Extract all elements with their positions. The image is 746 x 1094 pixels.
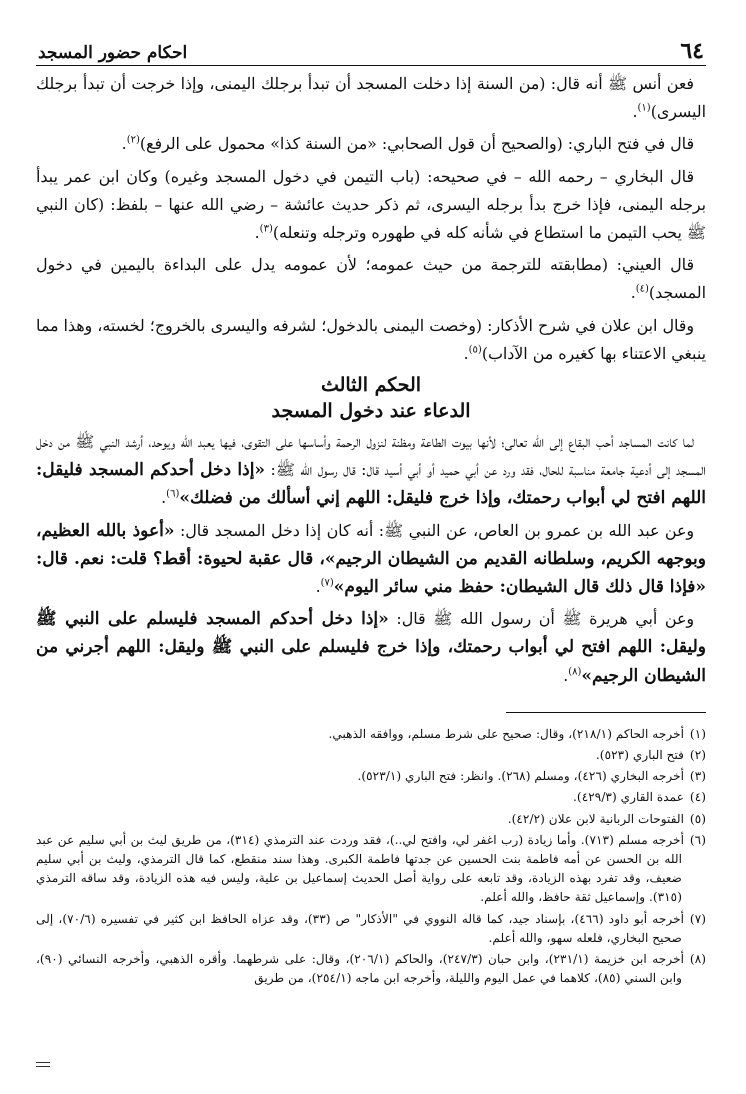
footnote: (٥)الفتوحات الربانية لابن علان (٤٢/٢). xyxy=(507,811,706,826)
footnote-reference: (٨) xyxy=(568,666,582,678)
hadith-text: «إذا دخل أحدكم المسجد فليسلم على النبي ﷺ وليقل: اللهم افتح لي أبواب رحمتك، وإذا خرج فليسلم على النبي ﷺ وليقل: اللهم أجرني من الشيطان الرجيم» xyxy=(36,609,706,686)
footnote-reference: (٥) xyxy=(468,344,482,356)
footnotes xyxy=(36,725,706,989)
paragraph: قال البخاري – رحمه الله – في صحيحه: (باب التيمن في دخول المسجد وغيره) وكان ابن عمر يبدأ برجله اليمنى، فإذا خرج بدأ برجله اليسرى، ثم ذكر حديث عائشة – رضي الله عنها – بلفظ: (كان النبي ﷺ يحب التيمن ما استطاع في شأنه كله في طهوره وترجله وتنعله)$^{(٣)}$. xyxy=(36,166,706,243)
footnote: (٣)أخرجه البخاري (٤٢٦)، ومسلم (٢٦٨). وانظر: فتح الباري (٥٢٣/١). xyxy=(357,769,706,784)
paragraph: وعن عبد الله بن عمرو بن العاص، عن النبي ﷺ: أنه كان إذا دخل المسجد قال: «أعوذ بالله العظيم، وبوجهه الكريم، وسلطانه القديم من الشيطان الرجيم»، قال عقبة لحيوة: أقط؟ قلت: نعم. قال: «فإذا قال ذلك قال الشيطان: حفظ مني سائر اليوم»$^{(٧)}$. xyxy=(36,520,706,598)
footnote-separator xyxy=(506,712,706,713)
footnote: (١)أخرجه الحاكم (٢١٨/١)، وقال: صحيح على شرط مسلم، ووافقه الذهبي. xyxy=(328,726,706,741)
footnote-reference: (١) xyxy=(637,102,651,114)
running-title: احكام حضور المسجد xyxy=(38,43,188,63)
footnote-reference: (٢) xyxy=(126,135,140,147)
main-text xyxy=(36,70,706,690)
page-number: ٦٤ xyxy=(680,38,704,64)
hadith-text: «أعوذ بالله العظيم، وبوجهه الكريم، وسلطانه القديم من الشيطان الرجيم»، قال عقبة لحيوة: أقط؟ قلت: نعم. قال: «فإذا قال ذلك قال الشيطان: حفظ مني سائر اليوم» xyxy=(36,520,706,598)
footnote: (٤)عمدة القاري (٤٢٩/٣). xyxy=(573,790,706,805)
paragraph: وعن أبي هريرة ﷺ أن رسول الله ﷺ قال: «إذا دخل أحدكم المسجد فليسلم على النبي ﷺ وليقل: اللهم افتح لي أبواب رحمتك، وإذا خرج فليسلم على النبي ﷺ وليقل: اللهم أجرني من الشيطان الرجيم»$^{(٨)}$. xyxy=(36,609,706,686)
footnote-reference: (٣) xyxy=(259,223,273,235)
footnote: (٦)أخرجه مسلم (٧١٣). وأما زيادة (رب اغفر لي، وافتح لي..)، فقد وردت عند الترمذي (٣١٤)، من طريق ليث بن أبي سليم عن عبد الله بن الحسن عن أمه فاطمة بنت الحسين عن جدتها فاطمة الكبرى. وهذا سند منقطع، كما قال الترمذي، وليث بن أبي سليم ضعيف، وقد تفرد بهذه الزيادة، وقد تابعه على رواية أصل الحديث إسماعيل بن علية، وليس فيه هذه الزيادة، وقد ساقه الترمذي (٣١٥). وإسماعيل ثقة حافظ، والله أعلم. xyxy=(36,832,706,905)
section-title: الحكم الثالث xyxy=(320,374,422,397)
paragraph: لما كانت المساجد أحب البقاع إلى الله تعالى؛ لأنها بيوت الطاعة ومظنة لنزول الرحمة وأساسها على التقوى، فيها يعبد الله ويوحد، أرشد النبي ﷺ من دخل المسجد إلى أدعية جامعة مناسبة للحال، فقد ورد عن أبي حميد أو أبي أسيد قال: قال رسول الله ﷺ: «إذا دخل أحدكم المسجد فليقل: اللهم افتح لي أبواب رحمتك، وإذا خرج فليقل: اللهم إني أسألك من فضلك»$^{(٦)}$. xyxy=(36,432,706,509)
footnote: (٧)أخرجه أبو داود (٤٦٦)، بإسناد جيد، كما قاله النووي في "الأذكار" ص (٣٣)، وقد عزاه الحافظ ابن كثير في تفسيره (٧٠/٦)، إلى صحيح البخاري، فلعله سهو، والله أعلم. xyxy=(36,911,706,945)
section-subtitle: الدعاء عند دخول المسجد xyxy=(271,400,471,423)
footnote: (٨)أخرجه ابن خزيمة (٢٣١/١)، وابن حبان (٢٤٧/٣)، والحاكم (٢٠٦/١)، وقال: على شرطهما. وأقره الذهبي، وأخرجه النسائي (٩٠)، وابن السني (٨٥)، كلاهما في عمل اليوم والليلة، وأخرجه ابن ماجه (٢٥٤/١)، من طريق xyxy=(36,952,706,986)
footnote-reference: (٦) xyxy=(166,489,180,501)
paragraph: قال في فتح الباري: (والصحيح أن قول الصحابي: «من السنة كذا» محمول على الرفع)$^{(٢)}$. xyxy=(121,134,694,154)
page-header xyxy=(36,28,706,66)
paragraph: فعن أنس ﷺ أنه قال: (من السنة إذا دخلت المسجد أن تبدأ برجلك اليمنى، وإذا خرجت أن تبدأ برجلك اليسرى)$^{(١)}$. xyxy=(36,74,706,122)
continuation-mark xyxy=(36,1062,50,1067)
footnote: (٢)فتح الباري (٥٢٣). xyxy=(595,748,706,763)
footnote-reference: (٧) xyxy=(320,577,334,589)
footnote-reference: (٤) xyxy=(635,284,649,296)
paragraph: قال العيني: (مطابقته للترجمة من حيث عمومه؛ لأن عمومه يدل على البداءة باليمين في دخول المسجد)$^{(٤)}$. xyxy=(36,255,706,303)
paragraph: وقال ابن علان في شرح الأذكار: (وخصت اليمنى بالدخول؛ لشرفه واليسرى بالخروج؛ لخسته، وهذا مما ينبغي الاعتناء بها كغيره من الآداب)$^{(٥)}$. xyxy=(36,315,706,363)
hadith-text: «إذا دخل أحدكم المسجد فليقل: اللهم افتح لي أبواب رحمتك، وإذا خرج فليقل: اللهم إني أسألك من فضلك» xyxy=(36,460,706,509)
